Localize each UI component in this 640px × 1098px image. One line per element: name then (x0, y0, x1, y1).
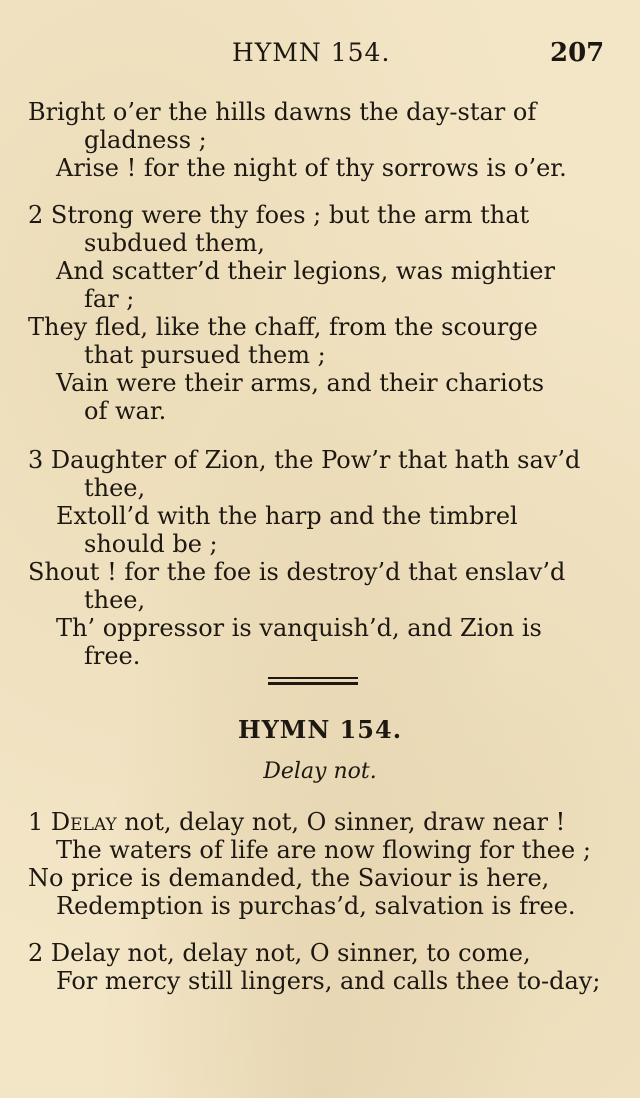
verse-line: Arise ! for the night of thy sorrows is o’er. (56, 154, 567, 182)
verse-line: 2 Delay not, delay not, O sinner, to come, (28, 939, 531, 967)
verse-number: 1 (28, 808, 44, 836)
verse-line: gladness ; (84, 126, 207, 154)
verse-line: Bright o’er the hills dawns the day-star of (28, 98, 537, 126)
running-title: HYMN 154. (232, 38, 391, 67)
verse-line: 2 Strong were thy foes ; but the arm that (28, 201, 530, 229)
verse-line: Redemption is purchas’d, salvation is free. (56, 892, 576, 920)
hymn-heading: HYMN 154. (237, 715, 403, 744)
verse-line: For mercy still lingers, and calls thee to-day; (56, 967, 601, 995)
hymn-subtitle: Delay not. (263, 759, 377, 784)
verse-line: No price is demanded, the Saviour is here, (28, 864, 550, 892)
verse-line: free. (84, 642, 141, 670)
verse-line: 3 Daughter of Zion, the Pow’r that hath sav’d (28, 446, 581, 474)
verse-line: The waters of life are now flowing for thee ; (56, 836, 591, 864)
verse-line: Extoll’d with the harp and the timbrel (56, 502, 518, 530)
verse-line: thee, (84, 586, 146, 614)
verse-line: Vain were their arms, and their chariots (56, 369, 545, 397)
verse-line: of war. (84, 397, 167, 425)
verse-line: Th’ oppressor is vanquish’d, and Zion is (56, 614, 542, 642)
running-head (0, 36, 640, 72)
verse-line-first (28, 808, 565, 836)
page-number: 207 (550, 38, 605, 68)
verse-line: far ; (84, 285, 135, 313)
verse-line: that pursued them ; (84, 341, 326, 369)
verse-line: subdued them, (84, 229, 265, 257)
verse-line: Shout ! for the foe is destroy’d that enslav’d (28, 558, 566, 586)
verse-line: should be ; (84, 530, 218, 558)
verse-line-rest: not, delay not, O sinner, draw near ! (116, 808, 566, 836)
verse-line: thee, (84, 474, 146, 502)
divider-rule-top (268, 677, 358, 679)
drop-word: Delay (50, 808, 117, 836)
divider-rule-bottom (268, 682, 358, 685)
verse-line: They fled, like the chaff, from the scourge (28, 313, 538, 341)
verse-line: And scatter’d their legions, was mightier (56, 257, 555, 285)
